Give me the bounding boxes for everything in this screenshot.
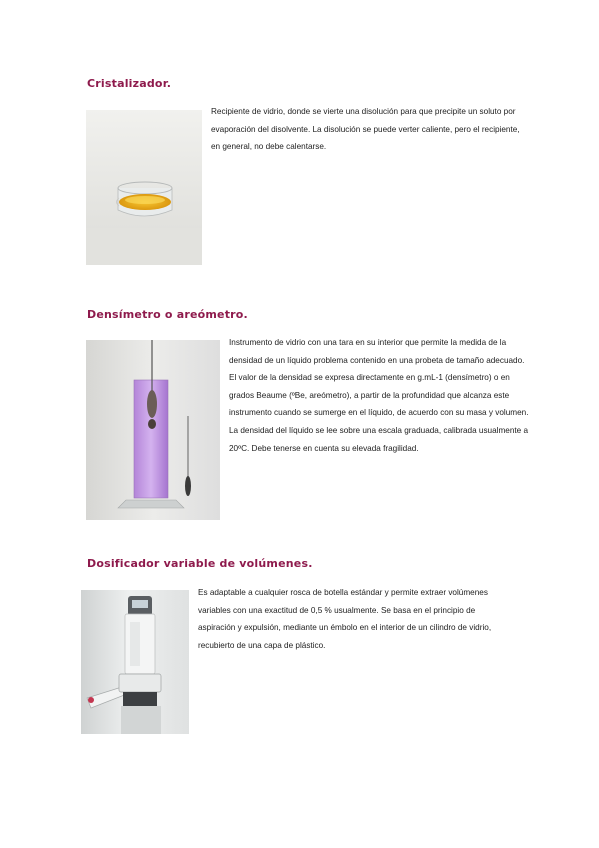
section-title-dosificador: Dosificador variable de volúmenes. — [87, 557, 313, 570]
section-title-densimetro: Densímetro o areómetro. — [87, 308, 248, 321]
hydrometer-photo — [86, 340, 220, 520]
crystallizing-dish-photo — [86, 110, 202, 265]
section-text-densimetro: Instrumento de vidrio con una tara en su interior que permite la medida de la densidad de un líquido problema contenido en una probeta de tamaño adecuado. El valor de la densidad se expresa directamente en g.mL-1 (densímetro) o en grados Beaume (ºBe, areómetro), a partir de la profundidad que alcanza este instrumento cuando se sumerge en el líquido, de acuerdo con su masa y volumen. La densidad del líquido se lee sobre una escala graduada, calibrada usualmente a 20ºC. Debe tenerse en cuenta su elevada fragilidad. — [229, 338, 529, 453]
section-title-cristalizador: Cristalizador. — [87, 77, 172, 90]
section-text-dosificador: Es adaptable a cualquier rosca de botella estándar y permite extraer volúmenes variables con una exactitud de 0,5 % usualmente. Se basa en el principio de aspiración y expulsión, mediante un émbolo en el interior de un cilindro de vidrio, recubierto de una capa de plástico. — [198, 588, 492, 650]
section-text-cristalizador: Recipiente de vidrio, donde se vierte una disolución para que precipite un soluto por evaporación del disolvente. La disolución se puede verter caliente, pero el recipiente, en general, no debe calentarse. — [211, 107, 520, 152]
bottle-top-dispenser-photo — [81, 590, 189, 734]
